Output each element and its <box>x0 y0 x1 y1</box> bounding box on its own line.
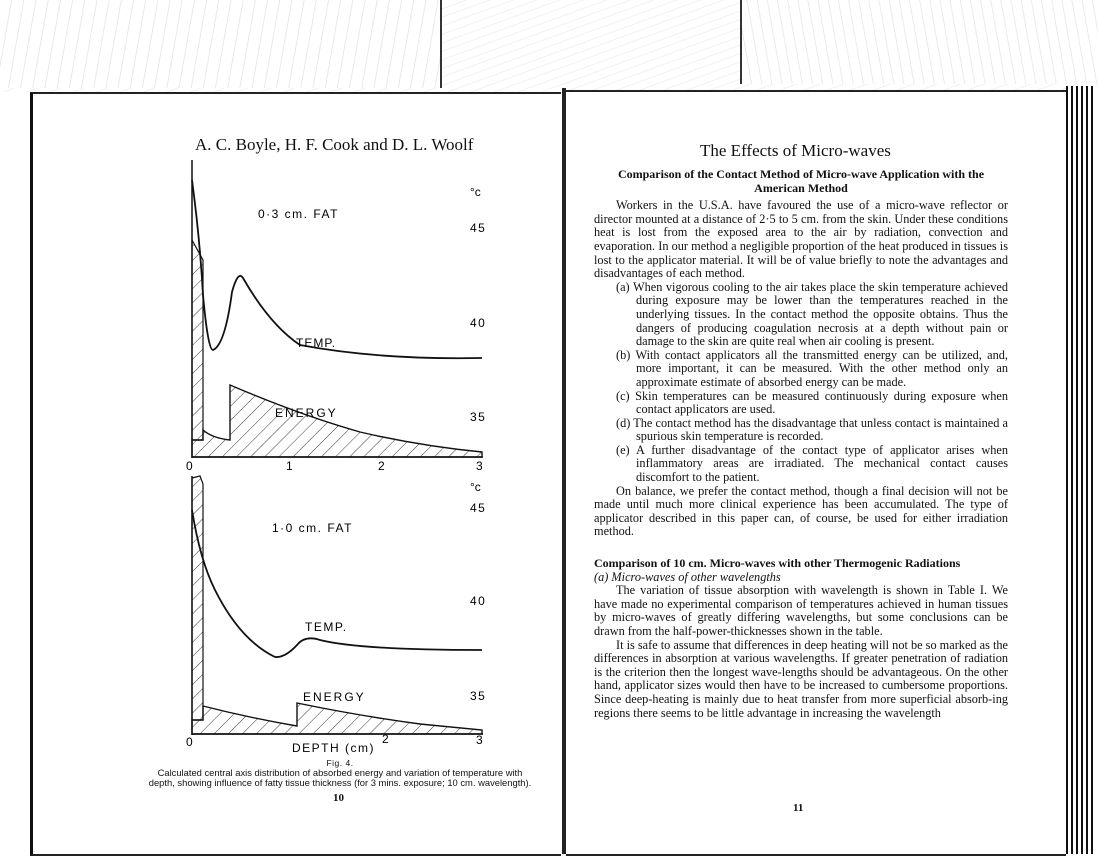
left-running-header: A. C. Boyle, H. F. Cook and D. L. Woolf <box>195 135 474 154</box>
top-panel-tick-35: 35 <box>470 410 487 424</box>
section-1-title-cont: American Method <box>754 180 848 195</box>
figure-number: Fig. 4. <box>326 758 354 768</box>
right-page-body <box>594 168 1008 720</box>
paragraph-1: Workers in the U.S.A. have favoured the use of a micro-wave reflector or director mounted at a distance of 2·5 to 5 cm. from the skin. Under these conditions heat is lost from the exposed area to the air by radiation, convection and evaporation. In our method a negligible proportion of the heat produced in tissues is lost to the applicator material. It will be of value briefly to note the advantages and disadvantages of each method. <box>594 198 1008 281</box>
section-2-title: Comparison of 10 cm. Micro-waves with other Thermogenic Radiations <box>594 556 961 571</box>
bottom-panel-x-tick-2: 2 <box>382 732 389 746</box>
caption-line-1: Calculated central axis distribution of absorbed energy and variation of temperature with <box>157 767 523 778</box>
bottom-panel <box>186 476 486 755</box>
top-panel-energy-label: ENERGY <box>275 406 338 420</box>
list-item-e: (e) A further disadvantage of the contact type of applicator arises when inflammatory areas are irradiated. The mechanical contact causes discomfort to the patient. <box>616 442 1008 485</box>
bottom-panel-x-label: DEPTH (cm) <box>292 741 375 755</box>
list-item-a: (a) When vigorous cooling to the air takes place the skin temperature achieved during exposure may be lower than the temperatures reached in the underlying tissues. In the contact method the opposite obtains. Thus the dangers of producing coagulation necrosis at a depth without pain or damage to the skin are quite real when air cooling is present. <box>616 279 1008 349</box>
section-1-title: Comparison of the Contact Method of Micro-wave Application with the <box>617 167 985 181</box>
bottom-panel-x-tick-3: 3 <box>476 733 483 747</box>
list-item-d: (d) The contact method has the disadvantage that unless contact is maintained a spurious skin temperature is recorded. <box>616 415 1008 444</box>
right-page-number: 11 <box>793 802 804 814</box>
bottom-panel-tick-35: 35 <box>470 689 487 703</box>
paragraph-2: On balance, we prefer the contact method, though a final decision will not be made until much more clinical experience has been accumulated. The type of applicator described in this paper can, of course, be used for either irradiation method. <box>594 483 1008 539</box>
paragraph-4: It is safe to assume that differences in deep heating will not be so marked as the differences in absorption at various wavelengths. If greater penetration of radiation is the criterion then the longest wave-lengths should be advantageous. On the other hand, applicator sizes would then have to be increased to cumbersome proportions. Since deep-heating is mainly due to heat transfer from more superficial absorb-ing regions there seems to be little advantage in increasing the wavelength <box>594 637 1008 720</box>
bottom-panel-energy-curve <box>192 703 482 734</box>
top-panel-x-tick-0: 0 <box>186 459 193 473</box>
top-panel-x-tick-1: 1 <box>286 459 293 473</box>
top-panel-x-tick-3: 3 <box>476 459 483 473</box>
top-panel-tick-40: 40 <box>470 316 487 330</box>
list-item-b: (b) With contact applicators all the transmitted energy can be utilized, and, more important, it can be measured. With the other method only an approximate estimate of absorbed energy can be made. <box>616 347 1008 389</box>
top-panel-fat-label: 0·3 cm. FAT <box>258 207 339 221</box>
bottom-panel-unit: °c <box>470 480 481 494</box>
top-panel-tick-45: 45 <box>470 221 487 235</box>
section-2-subtitle: (a) Micro-waves of other wavelengths <box>594 569 781 584</box>
top-panel-energy-curve <box>192 385 482 457</box>
top-panel-x-tick-2: 2 <box>378 459 385 473</box>
paragraph-3: The variation of tissue absorption with wavelength is shown in Table I. We have made no experimental comparison of temperatures achieved in human tissues by micro-waves of greatly differing wavelengths, but some conclusions can be drawn from the half-power-thicknesses shown in the table. <box>594 583 1008 638</box>
top-panel <box>186 160 486 473</box>
bottom-panel-energy-label: ENERGY <box>303 690 366 704</box>
bottom-panel-tick-40: 40 <box>470 594 487 608</box>
top-panel-unit: °c <box>470 185 481 199</box>
left-page-number: 10 <box>333 792 344 804</box>
bottom-panel-x-tick-0: 0 <box>186 735 193 749</box>
caption-line-2: depth, showing influence of fatty tissue thickness (for 3 mins. exposure; 10 cm. wavelength). <box>148 777 532 788</box>
list-item-c: (c) Skin temperatures can be measured continuously during exposure when contact applicators are used. <box>616 388 1008 417</box>
right-running-header: The Effects of Micro-waves <box>700 141 891 160</box>
bottom-panel-temp-label: TEMP. <box>305 620 348 634</box>
figure-caption <box>130 758 550 788</box>
bottom-panel-tick-45: 45 <box>470 501 487 515</box>
bottom-panel-fat-label: 1·0 cm. FAT <box>272 521 353 535</box>
bottom-panel-fat-layer <box>192 476 203 720</box>
top-panel-temp-label: TEMP. <box>296 336 337 350</box>
